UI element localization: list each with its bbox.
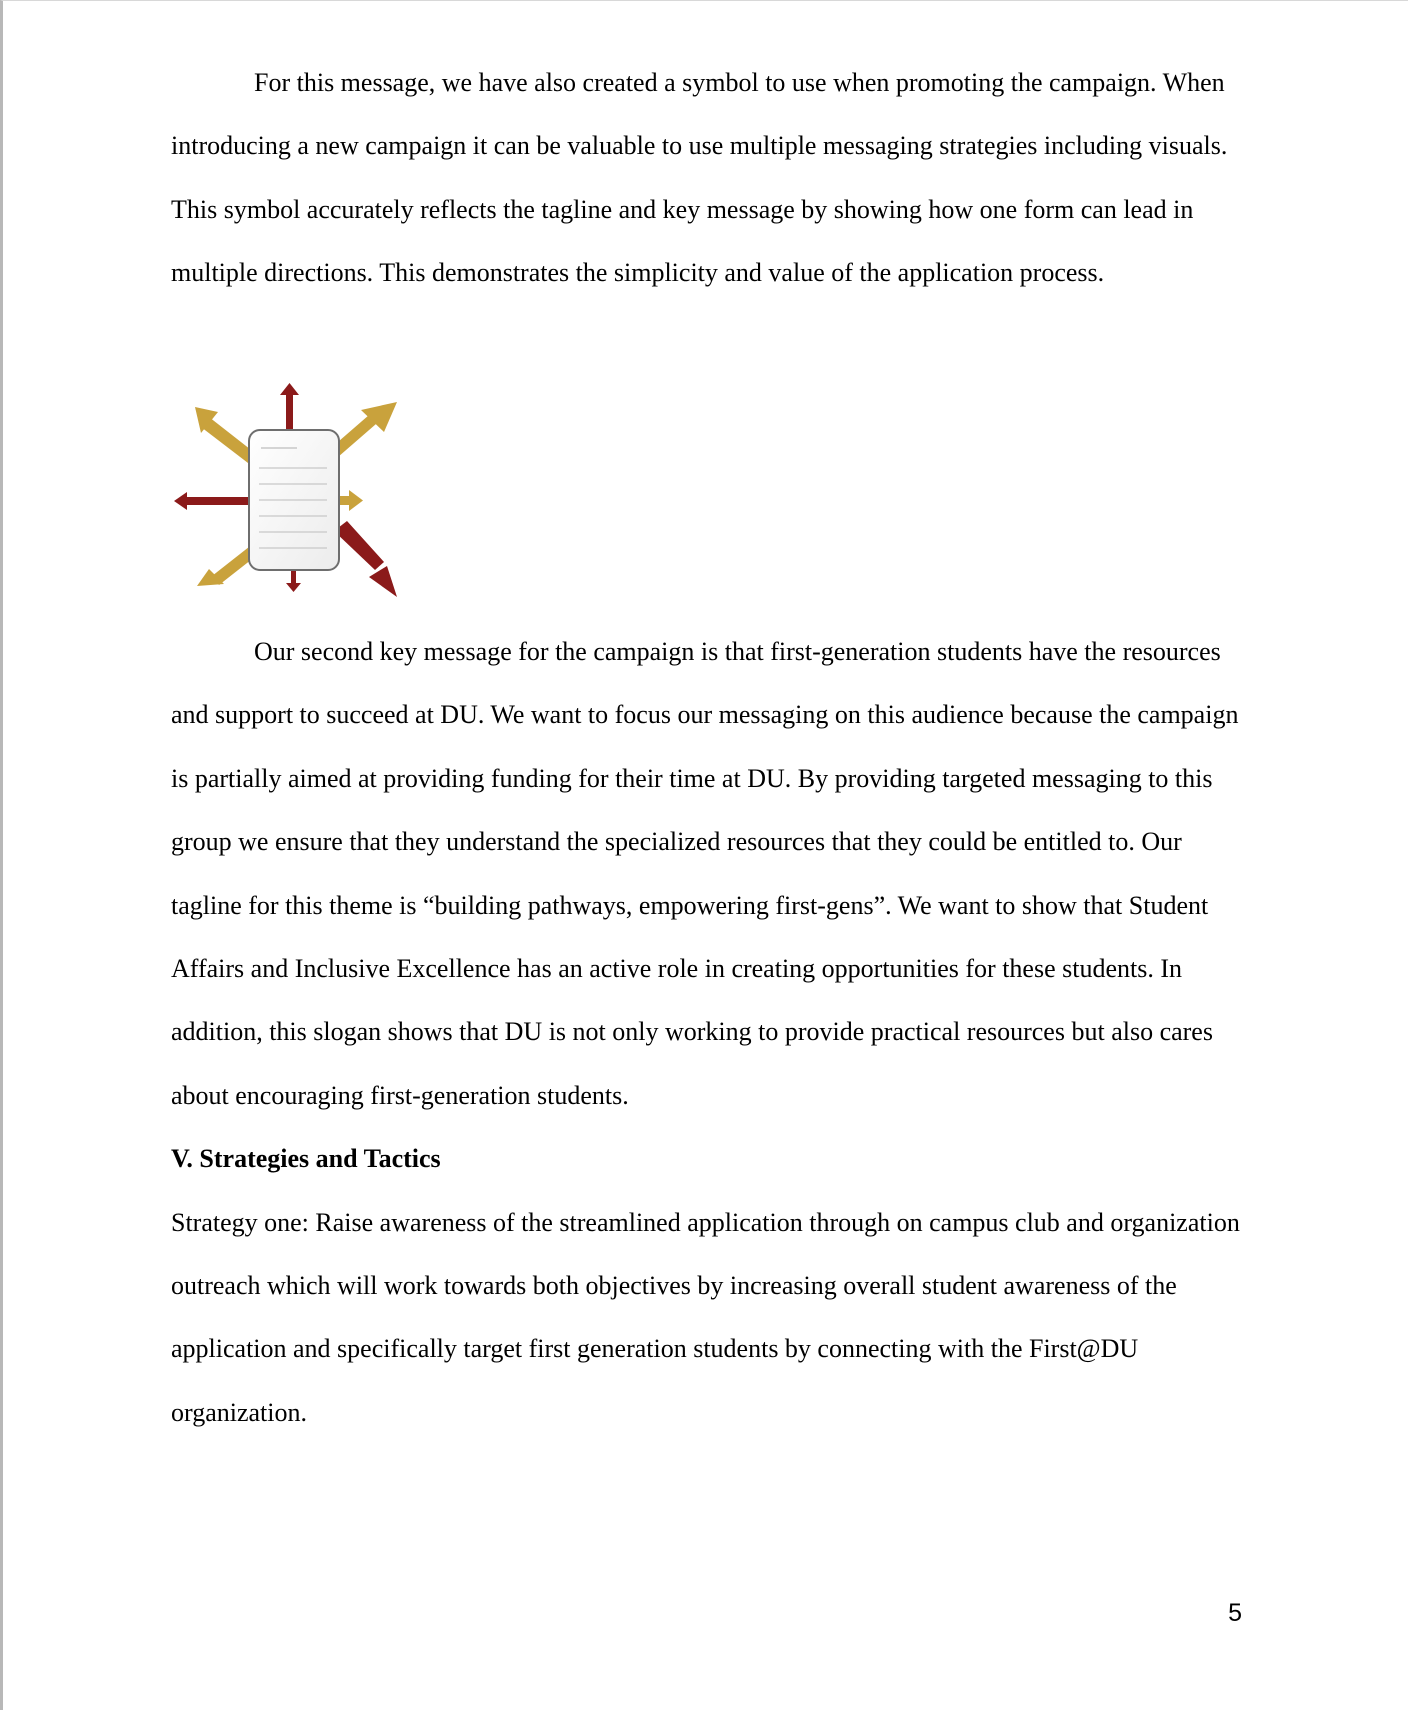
arrow-down <box>286 571 301 592</box>
section-heading: V. Strategies and Tactics <box>171 1144 441 1174</box>
campaign-symbol <box>171 381 401 603</box>
arrow-up-right <box>331 402 397 457</box>
arrow-down-right <box>334 521 397 597</box>
arrow-left <box>174 492 259 510</box>
paragraph-second-key-message: Our second key message for the campaign is that first-generation students have the resources and support to succeed at DU. We want to focus our messaging on this audience because the campaign is partially aimed at providing funding for their time at DU. By providing targeted messaging to this group we ensure that they understand the specialized resources that they could be entitled to. Our tagline for this theme is “building pathways, empowering first-gens”. We want to show that Student Affairs and Inclusive Excellence has an active role in creating opportunities for these students. In addition, this slogan shows that DU is not only working to provide practical resources but also cares about encouraging first-generation students. <box>171 637 1239 1110</box>
text-block-bottom <box>171 620 1251 1444</box>
paragraph-symbol-intro: For this message, we have also created a symbol to use when promoting the campaign. When introducing a new campaign it can be valuable to use multiple messaging strategies including visuals. This symbol accurately reflects the tagline and key message by showing how one form can lead in multiple directions. This demonstrates the simplicity and value of the application process. <box>171 68 1228 288</box>
paragraph-strategy-one: Strategy one: Raise awareness of the streamlined application through on campus club and organization outreach which will work towards both objectives by increasing overall student awareness of the application and specifically target first generation students by connecting with the First@DU organization. <box>171 1207 1240 1427</box>
arrow-up-left <box>195 407 255 463</box>
arrow-up <box>280 383 299 429</box>
page-number: 5 <box>1228 1599 1242 1627</box>
form-document <box>249 430 339 570</box>
form-with-arrows-icon <box>171 381 401 603</box>
text-block-top <box>171 51 1251 305</box>
